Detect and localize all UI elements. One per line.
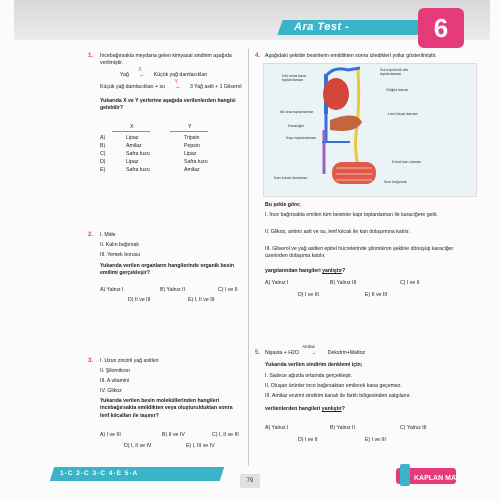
q1-eq2-arrow: Y → bbox=[174, 79, 181, 90]
option-x: Lipaz bbox=[126, 159, 139, 165]
label-portal-vein: Kapı toplardamarı bbox=[286, 136, 317, 140]
answer-key: 1-C 2-C 3-C 4-E 5-A bbox=[60, 470, 139, 477]
q3-item: I. Uzun zincirli yağ asitleri bbox=[100, 358, 159, 364]
q2-item: II. Kalın bağırsak bbox=[100, 242, 139, 248]
logo-text: KAPLAN MAT bbox=[414, 475, 456, 482]
q3-option[interactable]: C) I, II ve III bbox=[212, 432, 239, 438]
test-title: Ara Test - bbox=[294, 21, 350, 33]
q5-item: II. Oluşan ürünler ince bağırsaktan emilerek kana geçemez. bbox=[265, 383, 402, 389]
q4-stem: Bu şekle göre; bbox=[265, 202, 301, 208]
column-divider bbox=[248, 48, 249, 466]
q5-option[interactable]: C) Yalnız III bbox=[400, 425, 427, 431]
q4-item: II. Glikoz, amino asit ve su, lenf kılcalı ile kan dolaşımına katılır. bbox=[265, 229, 411, 235]
option-letter: D) bbox=[100, 159, 106, 165]
q4-item: III. Gliserol ve yağ asitleri epitel hücrelerinde şilomikron şekline dönüşüp karaciğer üzerinden dolaşıma katılır. bbox=[265, 246, 454, 260]
publisher-logo bbox=[396, 462, 456, 488]
option-x: Safra tuzu bbox=[126, 151, 150, 157]
option-y: Pepsin bbox=[184, 143, 200, 149]
q1-intro: İncebağırsakta meydana gelen kimyasal sindirim aşağıda verilmiştir. bbox=[100, 53, 232, 67]
publisher-logo-svg bbox=[396, 462, 456, 488]
option-y: Safra tuzu bbox=[184, 159, 208, 165]
q5-enzyme-label: Amilaz bbox=[302, 344, 315, 349]
q2-item: III. Yemek borusu bbox=[100, 252, 141, 258]
q2-item: I. Mide bbox=[100, 232, 116, 238]
option-y: Lipaz bbox=[184, 151, 197, 157]
label-blood-capillary: Kılcal kan damarı bbox=[392, 160, 422, 164]
q1-equation-1 bbox=[120, 67, 208, 78]
option-x: Safra tuzu bbox=[126, 167, 150, 173]
q2-option[interactable]: B) Yalnız II bbox=[160, 287, 185, 293]
q5-option[interactable]: A) Yalnız I bbox=[265, 425, 289, 431]
page-number: 79 bbox=[246, 478, 254, 484]
q4-question-emphasis: yanlıştır bbox=[322, 268, 342, 274]
subclavian-vein bbox=[326, 68, 360, 76]
q5-number: 5. bbox=[255, 350, 261, 356]
small-intestine bbox=[332, 162, 376, 184]
q5-option[interactable]: B) Yalnız II bbox=[330, 425, 355, 431]
q1-option-row[interactable] bbox=[96, 166, 212, 174]
q5-option[interactable]: E) I ve III bbox=[365, 437, 386, 443]
q1-eq1-arrow: X → bbox=[138, 67, 144, 78]
q3-option[interactable]: B) II ve IV bbox=[162, 432, 185, 438]
q2-option[interactable]: E) I, II ve III bbox=[188, 297, 215, 303]
q3-option[interactable]: E) I, III ve IV bbox=[186, 443, 215, 449]
q4-option[interactable]: E) II ve III bbox=[365, 292, 388, 298]
q1-col-x: X bbox=[130, 124, 134, 130]
q1-col-y: Y bbox=[188, 124, 192, 130]
q5-option[interactable]: D) I ve II bbox=[298, 437, 318, 443]
q3-item: II. Şilomikron bbox=[100, 368, 130, 374]
q4-option[interactable]: C) I ve II bbox=[400, 280, 420, 286]
q5-eq-right: Dekstrin+Maltoz bbox=[327, 350, 366, 356]
q5-eq-left: Nişasta + H2O bbox=[265, 350, 299, 356]
q3-question: Yukarıda verilen besin moleküllerinden hangileri incebağırsakta emildikten veya oluşturulduktan sonra lenf kılcalları ile taşınır? bbox=[100, 398, 233, 419]
q1-eq1-right: Küçük yağ damlacıkları bbox=[153, 72, 208, 78]
q1-x-rule bbox=[112, 131, 150, 132]
q1-option-row[interactable] bbox=[96, 158, 212, 166]
q3-item: IV. Glikoz bbox=[100, 388, 122, 394]
option-letter: A) bbox=[100, 135, 106, 141]
q1-equation-2 bbox=[100, 79, 242, 90]
q2-question: Yukarıda verilen organların hangilerinde organik besin emilimi gerçekleşir? bbox=[100, 263, 235, 277]
option-letter: C) bbox=[100, 151, 106, 157]
q5-item: III. Amilaz enzimi sindirim kanalı ile farklı bölgesinden salgılanır. bbox=[265, 393, 411, 399]
label-small-intestine: İnce bağırsak bbox=[384, 180, 407, 184]
q1-question: Yukarıda X ve Y yerlerine aşağıda verilenlerden hangisi gelebilir? bbox=[100, 98, 236, 112]
label-capillaries: Kan kılcal damarları bbox=[274, 176, 308, 180]
q5-question bbox=[265, 406, 345, 412]
q2-option[interactable]: C) I ve II bbox=[218, 287, 238, 293]
q4-option[interactable]: B) Yalnız III bbox=[330, 280, 357, 286]
heart bbox=[323, 78, 349, 110]
q2-option[interactable]: A) Yalnız I bbox=[100, 287, 124, 293]
q5-stem: Yukarıda verilen sindirim denklemi için; bbox=[265, 362, 363, 368]
q3-option[interactable]: A) I ve III bbox=[100, 432, 121, 438]
q5-question-text: verilenlerden hangileri bbox=[265, 406, 322, 412]
q3-number: 3. bbox=[88, 358, 94, 364]
label-liver: Karaciğer bbox=[288, 124, 305, 128]
label-subclavian: Sol köprücük altı toplardamarı bbox=[380, 68, 409, 77]
q1-eq2-left: Küçük yağ damlacıkları + su bbox=[100, 84, 166, 90]
q5-question-mark: ? bbox=[341, 406, 345, 412]
q4-option[interactable]: A) Yalnız I bbox=[265, 280, 289, 286]
q4-number: 4. bbox=[255, 53, 261, 59]
option-y: Amilaz bbox=[184, 167, 200, 173]
q1-option-row[interactable] bbox=[96, 150, 212, 158]
q5-equation bbox=[265, 344, 366, 356]
q2-option[interactable]: D) II ve III bbox=[128, 297, 151, 303]
q4-option[interactable]: D) I ve III bbox=[298, 292, 320, 298]
q1-x-label: X bbox=[138, 67, 142, 73]
q1-y-label: Y bbox=[174, 79, 178, 85]
q1-option-row[interactable] bbox=[96, 134, 212, 142]
q1-y-rule bbox=[170, 131, 208, 132]
option-y: Tripsin bbox=[184, 135, 200, 141]
q4-item: I. İnce bağırsakta emilen tüm besinler kapı toplardamarı ile karaciğere gelir. bbox=[265, 212, 438, 218]
q4-intro: Aşağıdaki şekilde besinlerin emildikten sonra izledikleri yollar gösterilmiştir. bbox=[265, 53, 437, 59]
q1-options-table bbox=[96, 134, 212, 174]
option-letter: B) bbox=[100, 143, 106, 149]
q5-item: I. Sadece ağızda ortamda gerçekleşir. bbox=[265, 373, 353, 379]
logo-mark bbox=[400, 464, 410, 486]
label-lymph-capillary: Lenf kılcal damarı bbox=[388, 112, 418, 116]
option-x: Amilaz bbox=[126, 143, 142, 149]
q4-question bbox=[265, 268, 345, 274]
label-vena-cava: Üst vena kava toplardamarı bbox=[282, 74, 307, 83]
q4-question-text: yargılarından hangileri bbox=[265, 268, 323, 274]
label-thoracic-duct: Göğüs kanalı bbox=[386, 88, 409, 92]
label-inferior-vena-cava: Alt ana toplardamar bbox=[280, 110, 314, 114]
q1-eq1-left: Yağ bbox=[120, 72, 129, 78]
q2-number: 2. bbox=[88, 232, 94, 238]
q1-option-row[interactable] bbox=[96, 142, 212, 150]
circulation-diagram bbox=[263, 63, 477, 197]
q5-question-emphasis: yanlıştır bbox=[321, 406, 342, 412]
q3-option[interactable]: D) I, II ve IV bbox=[124, 443, 152, 449]
option-letter: E) bbox=[100, 167, 106, 173]
q3-item: III. A vitamini bbox=[100, 378, 130, 384]
q1-number: 1. bbox=[88, 53, 94, 59]
test-number: 6 bbox=[433, 13, 449, 43]
q1-eq2-right: 3 Yağ asiti + 1 Gliserol bbox=[189, 84, 242, 90]
q5-eq-arrow: Amilaz → bbox=[302, 344, 316, 356]
q4-question-mark: ? bbox=[341, 268, 346, 274]
option-x: Lipaz bbox=[126, 135, 139, 141]
